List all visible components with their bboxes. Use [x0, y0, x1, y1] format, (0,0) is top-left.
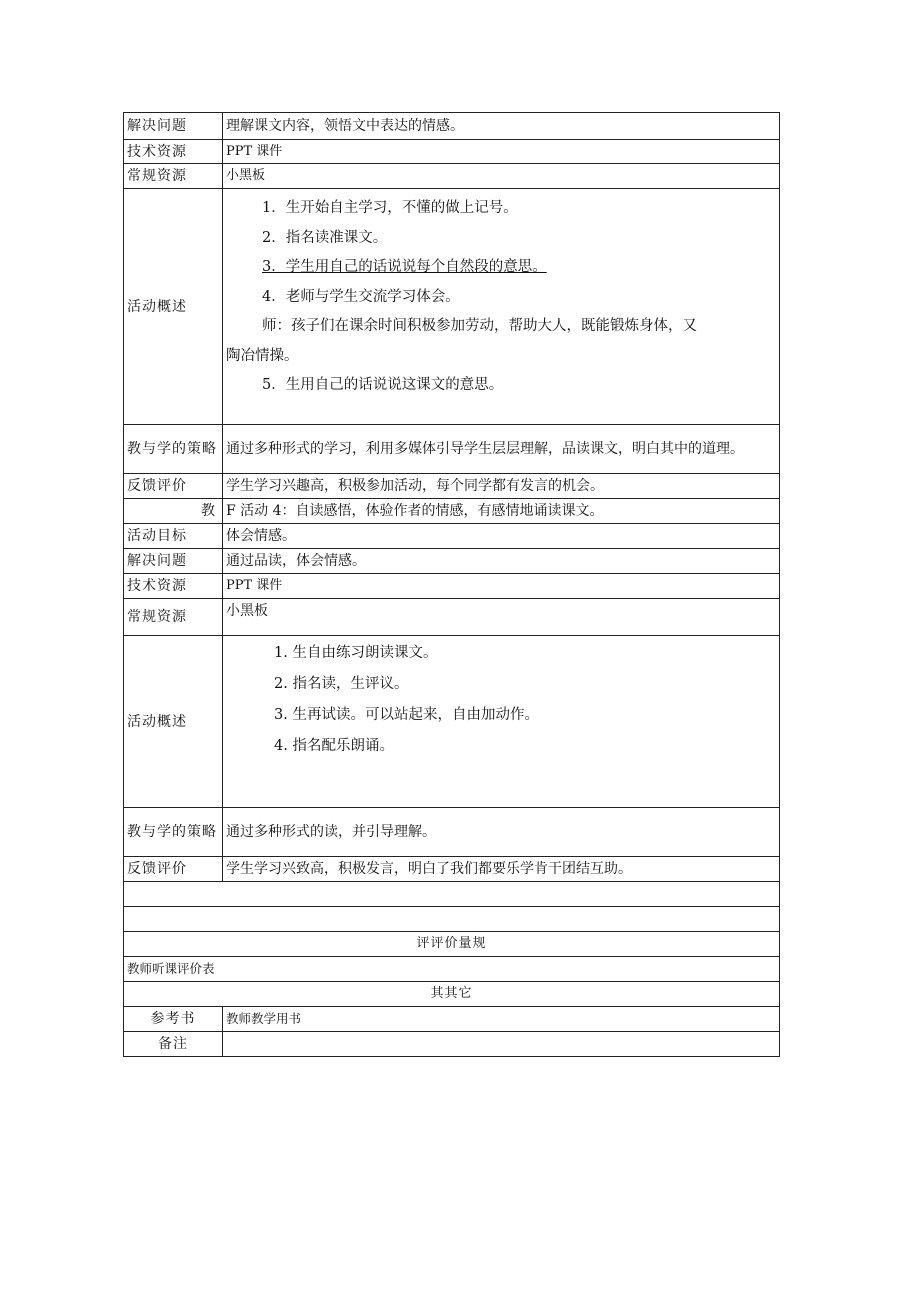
label-activity-overview: 活动概述	[124, 189, 223, 425]
row-solve-problem-2	[124, 549, 780, 574]
row-other-header	[124, 982, 780, 1007]
label-feedback: 反馈评价	[124, 474, 223, 499]
row-regular-resource-2	[124, 599, 780, 636]
value-feedback: 学生学习兴致高，积极发言，明白了我们都要乐学肯干团结互助。	[223, 857, 780, 882]
label-reference-book: 参考书	[124, 1007, 223, 1032]
row-empty-1	[124, 882, 780, 907]
overview-line-underlined: 3．学生用自己的话说说每个自然段的意思。	[262, 259, 547, 275]
label-regular-resource: 常规资源	[124, 599, 223, 636]
evaluation-header: 评评价量规	[124, 932, 780, 957]
label-activity-overview: 活动概述	[124, 636, 223, 808]
value-tech-resource: PPT 课件	[223, 140, 780, 164]
other-header: 其其它	[124, 982, 780, 1007]
row-strategy-2	[124, 808, 780, 857]
label-feedback: 反馈评价	[124, 857, 223, 882]
overview-line: 2．指名读准课文。	[262, 229, 388, 246]
label-solve-problem: 解决问题	[124, 549, 223, 574]
activity-4-title: F 活动 4：自读感悟，体验作者的情感，有感情地诵读课文。	[223, 499, 780, 524]
overview-line: 4．老师与学生交流学习体会。	[262, 288, 460, 305]
overview-line: 3. 生再试读。可以站起来，自由加动作。	[274, 707, 539, 723]
value-strategy: 通过多种形式的学习，利用多媒体引导学生层层理解，品读课文，明白其中的道理。	[223, 425, 780, 474]
row-activity-4-header	[124, 499, 780, 524]
overview-line: 陶冶情操。	[226, 347, 299, 364]
value-tech-resource: PPT 课件	[223, 574, 780, 599]
row-tech-resource-2	[124, 574, 780, 599]
row-notes	[124, 1032, 780, 1057]
row-activity-goal-2	[124, 524, 780, 549]
row-feedback-2	[124, 857, 780, 882]
value-solve-problem: 理解课文内容，领悟文中表达的情感。	[223, 113, 780, 140]
row-feedback-1	[124, 474, 780, 499]
value-activity-overview	[223, 636, 780, 808]
row-reference-book	[124, 1007, 780, 1032]
label-activity-goal: 活动目标	[124, 524, 223, 549]
value-regular-resource: 小黑板	[223, 599, 780, 636]
value-reference-book: 教师教学用书	[223, 1007, 780, 1032]
value-regular-resource: 小黑板	[223, 164, 780, 189]
label-notes: 备注	[124, 1032, 223, 1057]
row-tech-resource-1	[124, 140, 780, 164]
overview-line: 1．生开始自主学习，不懂的做上记号。	[262, 200, 518, 216]
row-evaluation-header	[124, 932, 780, 957]
overview-line: 2. 指名读，生评议。	[274, 676, 409, 692]
evaluation-value: 教师听课评价表	[124, 957, 780, 982]
value-feedback: 学生学习兴趣高，积极参加活动，每个同学都有发言的机会。	[223, 474, 780, 499]
label-regular-resource: 常规资源	[124, 164, 223, 189]
overview-line: 4. 指名配乐朗诵。	[274, 738, 394, 754]
value-activity-overview	[223, 189, 780, 425]
value-solve-problem: 通过品读，体会情感。	[223, 549, 780, 574]
overview-line: 师：孩子们在课余时间积极参加劳动，帮助大人，既能锻炼身体，又	[262, 318, 697, 334]
value-strategy: 通过多种形式的读，并引导理解。	[223, 808, 780, 857]
row-empty-2	[124, 907, 780, 932]
row-activity-overview-2	[124, 636, 780, 808]
label-strategy: 教与学的策略	[124, 808, 223, 857]
label-strategy: 教与学的策略	[124, 425, 223, 474]
value-activity-goal: 体会情感。	[223, 524, 780, 549]
empty-cell	[124, 882, 780, 907]
row-evaluation-value	[124, 957, 780, 982]
activity-4-left-fragment: 教	[124, 499, 223, 524]
row-strategy-1	[124, 425, 780, 474]
overview-line: 5．生用自己的话说说这课文的意思。	[262, 377, 504, 393]
value-notes	[223, 1032, 780, 1057]
row-activity-overview-1	[124, 189, 780, 425]
row-regular-resource-1	[124, 164, 780, 189]
label-tech-resource: 技术资源	[124, 574, 223, 599]
label-solve-problem: 解决问题	[124, 113, 223, 140]
empty-cell	[124, 907, 780, 932]
label-tech-resource: 技术资源	[124, 140, 223, 164]
overview-line: 1. 生自由练习朗读课文。	[274, 645, 438, 661]
row-solve-problem-1	[124, 113, 780, 140]
lesson-plan-table	[123, 112, 780, 1057]
